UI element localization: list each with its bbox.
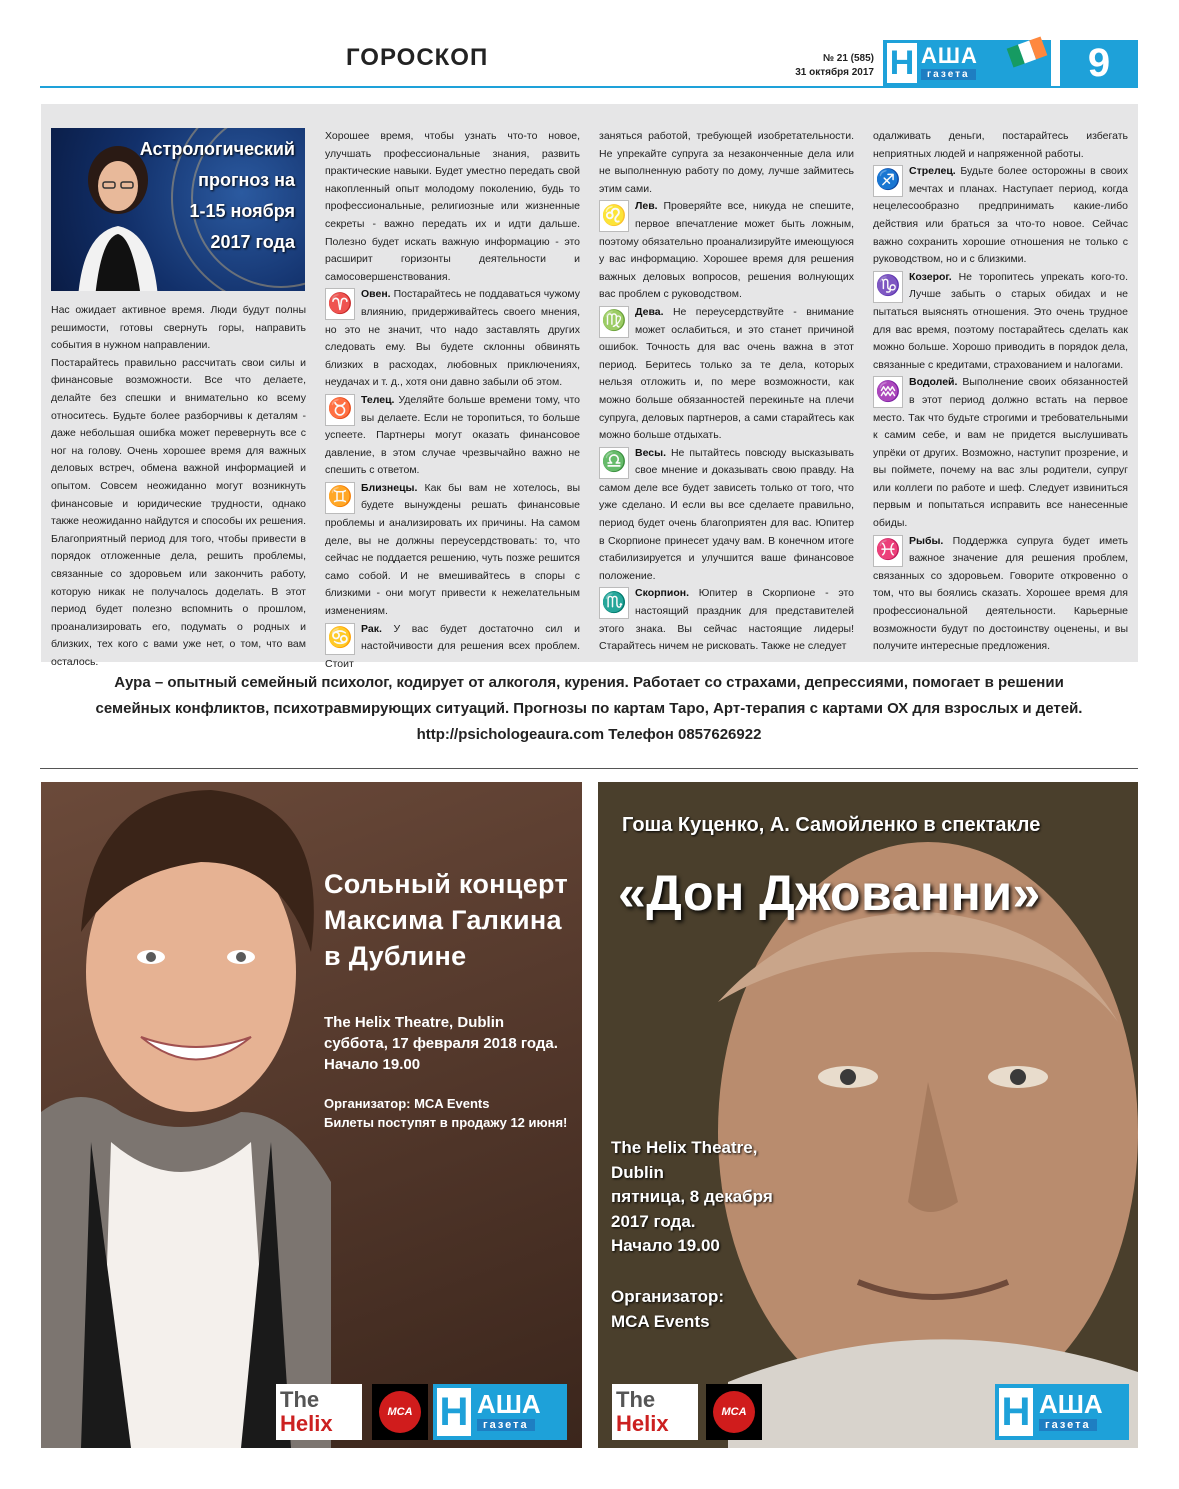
leo-icon: ♌: [599, 200, 629, 232]
sign-text: Юпитер в Скорпионе - это настоящий праздник для представителей этого знака. Вы сейчас настоящие лидеры! Старайтесь ничем не рисковать. Также не следует: [599, 587, 854, 653]
sign-capricorn: [873, 269, 1128, 375]
logo-letter: Н: [887, 43, 917, 83]
sagittarius-icon: ♐: [873, 165, 903, 197]
organizer: MCA Events: [611, 1312, 710, 1331]
sign-cancer: [325, 621, 580, 674]
sign-name: Овен.: [361, 288, 391, 301]
sign-text: Поддержка супруга будет иметь важное значение для решения проблем, связанных со здоровьем. Говорите откровенно о том, что вы боялись сказать. Хорошее время для профессиональной деятельности. Карьерные возможности будут по достоинству оценены, и вы получите интересные предложения.: [873, 534, 1128, 653]
helix-logo-top: The: [616, 1387, 656, 1412]
start-time: Начало 19.00: [611, 1236, 720, 1255]
nasha-logo-word: АША: [477, 1389, 541, 1419]
city: Dublin: [611, 1162, 664, 1182]
don-giovanni-poster: [598, 782, 1138, 1448]
sign-text: Не пытайтесь повсюду высказывать свое мнение и доказывать свою правду. На самом деле все будет зависеть только от того, что уже сделано. И если вы все сделаете правильно, период будет очень благоприятен для вас. Юпитер в Скорпионе принесет удачу вам. В конечном итоге стабилизируется и улучшится ваше финансовое положение.: [599, 446, 854, 582]
page-number: 9: [1060, 40, 1138, 86]
helix-logo: [612, 1384, 698, 1440]
title-line: Сольный концерт: [324, 869, 568, 899]
aquarius-icon: ♒: [873, 376, 903, 408]
date: суббота, 17 февраля 2018 года.: [324, 1035, 558, 1052]
play-details: [611, 1136, 773, 1259]
sign-text: Не переусердствуйте - внимание может ослабиться, и это станет причиной ошибок. Точность для вас очень важна в этот период. Беритесь только за те дела, которых нельзя отложить и, по мере возможности, как можно больше обязанностей перекиньте на плечи супруга, деловых партнеров, а сами старайтесь как можно больше отдыхать.: [599, 305, 854, 442]
section-title: ГОРОСКОП: [346, 44, 489, 71]
headline-line: 1-15 ноября: [189, 201, 295, 221]
concert-title: [324, 866, 568, 974]
title-line: в Дублине: [324, 941, 467, 971]
sign-text: У вас будет достаточно сил и настойчивости для решения всех проблем. Стоит: [325, 622, 580, 670]
headline-line: Астрологический: [139, 139, 295, 159]
irish-flag-icon: [1007, 36, 1048, 67]
intro-paragraph: заняться работой, требующей изобретательности. Не упрекайте супруга за незаконченные дела или не выполненную работу по дому, лучше займитесь этим сами.: [599, 130, 854, 195]
helix-logo-top: The: [280, 1387, 320, 1412]
issue-number: № 21 (585): [822, 53, 874, 64]
newspaper-logo[interactable]: [883, 40, 1051, 86]
venue: The Helix Theatre,: [611, 1138, 758, 1157]
sign-libra: [599, 445, 854, 586]
sign-name: Козерог.: [909, 270, 952, 283]
play-title: «Дон Джованни»: [618, 865, 1041, 921]
header-rule: [40, 86, 1138, 88]
helix-logo: [276, 1384, 362, 1440]
sign-scorpio: [599, 585, 854, 655]
forecast-headline: [105, 134, 295, 258]
ad-line: семейных конфликтов, психотравмирующих ситуаций. Прогнозы по картам Таро, Арт-терапия с картами ОХ для взрослых и детей.: [95, 700, 1083, 717]
headline-line: прогноз на: [198, 170, 295, 190]
astrologer-image: [51, 128, 305, 291]
virgo-icon: ♍: [599, 306, 629, 338]
horoscope-panel: [41, 104, 1138, 670]
organizer-info: [324, 1094, 567, 1132]
nasha-logo-letter: Н: [999, 1388, 1033, 1436]
sign-text: Проверяйте все, никуда не спешите, первое впечатление может быть ложным, поэтому обязательно проанализируйте имеющуюся у вас информацию. Хорошее время для решения важных деловых вопросов, решения волнующих вас проблем с руководством.: [599, 200, 854, 301]
sign-text: Постарайтесь не поддаваться чужому влиянию, придерживайтесь своего мнения, но это не значит, что надо заставлять других следовать ему. Вы будете склонны обвинять близких в расходах, любовных приключениях, неудачах и т. д., хотя они давно забыли об этом.: [325, 288, 580, 389]
sign-text: Выполнение своих обязанностей в этот период должно встать на первое место. Так что будьте строгими и требовательными к самим себе, и вам не придется выслушивать упрёки от других. Возможно, наступит прозрение, и вы поймете, почему на вас злы родители, супруг или коллеги по работе и шеф. Следует извиниться первым и попытаться исправить все нанесенные обиды.: [873, 376, 1128, 530]
galkin-concert-poster: [41, 782, 582, 1448]
logo-subword: газета: [921, 69, 976, 80]
start-time: Начало 19.00: [324, 1056, 421, 1073]
galkin-portrait: [41, 782, 331, 1448]
sign-aquarius: [873, 374, 1128, 532]
sign-name: Телец.: [361, 393, 395, 406]
tickets-note: Билеты поступят в продажу 12 июня!: [324, 1115, 568, 1130]
horoscope-column-2: [325, 128, 580, 673]
sign-text: Будьте более осторожны в своих мечтах и планах. Наступает период, когда нецелесообразно предпринимать какие-либо действия или браться за что-то новое. Сейчас важно сохранить хорошие отношения не только с руководством, но и с близкими.: [873, 165, 1128, 266]
gemini-icon: ♊: [325, 482, 355, 514]
logo-word: АША: [921, 43, 978, 68]
issue-date: 31 октября 2017: [795, 67, 874, 78]
nasha-logo-letter: Н: [437, 1388, 471, 1436]
headline-line: 2017 года: [210, 232, 295, 252]
venue: The Helix Theatre, Dublin: [324, 1014, 505, 1031]
date: пятница, 8 декабря: [611, 1187, 773, 1206]
horoscope-column-1: [51, 302, 306, 671]
year: 2017 года.: [611, 1211, 696, 1231]
sign-sagittarius: [873, 163, 1128, 269]
sign-name: Водолей.: [909, 376, 958, 389]
aries-icon: ♈: [325, 288, 355, 320]
sign-name: Стрелец.: [909, 165, 956, 178]
ad-line: Аура – опытный семейный психолог, кодирует от алкоголя, курения. Работает со страхами, депрессиями, помогает в решении: [114, 674, 1064, 691]
nasha-gazeta-logo: [433, 1384, 567, 1440]
nasha-logo-subword: газета: [477, 1419, 535, 1431]
organizer-label: Организатор:: [611, 1287, 725, 1306]
title-line: Максима Галкина: [324, 905, 562, 935]
helix-logo-bottom: Helix: [280, 1411, 333, 1436]
sign-name: Лев.: [635, 200, 658, 213]
capricorn-icon: ♑: [873, 271, 903, 303]
play-subtitle: Гоша Куценко, А. Самойленко в спектакле: [622, 814, 1041, 836]
mca-logo-text: MCA: [379, 1391, 421, 1433]
sign-name: Весы.: [635, 446, 667, 459]
pisces-icon: ♓: [873, 535, 903, 567]
sign-name: Скорпион.: [635, 587, 689, 600]
sign-leo: [599, 198, 854, 304]
mca-logo: [372, 1384, 428, 1440]
concert-details: [324, 1012, 558, 1075]
horoscope-column-3: [599, 128, 854, 656]
nasha-logo-subword: газета: [1039, 1419, 1097, 1431]
organizer-info: [611, 1284, 724, 1334]
helix-logo-bottom: Helix: [616, 1411, 669, 1436]
sign-text: Уделяйте больше времени тому, что вы делаете. Если не торопиться, то больше успеете. Партнеры могут оказать финансовое давление, в этом случае чрезвычайно важно не спешить с ответом.: [325, 393, 580, 477]
horoscope-column-4: [873, 128, 1128, 656]
sign-virgo: [599, 304, 854, 445]
sign-text: Как бы вам не хотелось, вы будете вынуждены решать финансовые проблемы и анализировать их причины. На самом деле, вы не должны переусердствовать: то, что сейчас не поддается решению, чуть позже решится само собой. И не вмешивайтесь в споры с близкими - они могут привести к нежелательным изменениям.: [325, 481, 580, 618]
sign-pisces: [873, 533, 1128, 656]
nasha-logo-word: АША: [1039, 1389, 1103, 1419]
ad-contact-link[interactable]: http://psichologeaura.com Телефон 0857626922: [416, 726, 762, 743]
sign-gemini: [325, 480, 580, 621]
mca-logo-text: MCA: [713, 1391, 755, 1433]
cancer-icon: ♋: [325, 623, 355, 655]
issue-info: [770, 52, 874, 80]
sign-name: Близнецы.: [361, 481, 418, 494]
sign-aries: [325, 286, 580, 392]
intro-paragraph: Нас ожидает активное время. Люди будут полны решимости, готовы свернуть горы, направить события в нужном направлении.: [51, 304, 306, 352]
organizer: Организатор: MCA Events: [324, 1096, 490, 1111]
intro-paragraph: Хорошее время, чтобы узнать что-то новое, улучшать профессиональные знания, развить практические навыки. Будет уместно передать свой накопленный опыт молодому поколению, будь то профессиональные, религиозные или жизненные секреты - важно передать их и идти дальше. Полезно будет искать важную информацию - это расширит горизонты деятельности и самосовершенствования.: [325, 130, 580, 283]
intro-paragraph: Постарайтесь правильно рассчитать свои силы и финансовые возможности. Все что делаете, делайте без спешки и внимательно ко всему относитесь. Будьте более разборчивы к деталям - даже небольшая ошибка может перевернуть все с ног на голову. Очень хорошее время для важных деловых встреч, обмена важной информацией и опытом. Совсем неожиданно могут возникнуть финансовые и юридические трудности, однако также неожиданно найдутся и способы их решения. Благоприятный период для того, чтобы привести в порядок отложенные дела, решить проблемы, связанные со здоровьем или закончить работу, которую никак не получалось доделать. В этот период будет полезно вспомнить о прошлом, проанализировать его, подумать о родных и близких, тех кого с вами уже нет, о том, что вам осталось.: [51, 356, 306, 668]
sign-taurus: [325, 392, 580, 480]
nasha-gazeta-logo: [995, 1384, 1129, 1440]
mca-logo: [706, 1384, 762, 1440]
sign-name: Рыбы.: [909, 534, 944, 547]
libra-icon: ♎: [599, 447, 629, 479]
taurus-icon: ♉: [325, 394, 355, 426]
sign-text: Не торопитесь упрекать кого-то. Лучше забыть о старых обидах и не пытаться выяснять отношения. Это очень трудное для вас время, поэтому постарайтесь сделать как можно больше. Хорошо приводить в порядок дела, связанные с кредитами, страхованием и налогами.: [873, 270, 1128, 371]
sign-name: Рак.: [361, 622, 382, 635]
intro-paragraph: одалживать деньги, постарайтесь избегать неприятных людей и напряженной работы.: [873, 130, 1128, 160]
scorpio-icon: ♏: [599, 587, 629, 619]
psychologist-ad: [40, 670, 1138, 748]
sign-name: Дева.: [635, 305, 664, 318]
section-divider: [40, 768, 1138, 769]
